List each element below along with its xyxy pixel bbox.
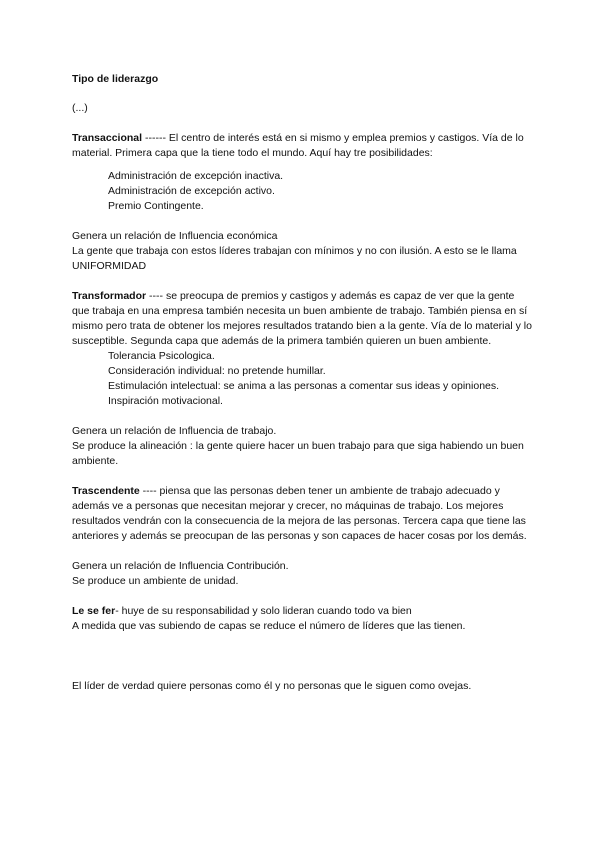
trascendente-term: Trascendente (72, 485, 140, 497)
transaccional-list (72, 169, 532, 214)
trascendente-paragraph (72, 484, 532, 544)
list-item: Inspiración motivacional. (108, 395, 223, 407)
list-item: Administración de excepción activo. (108, 185, 275, 197)
transaccional-paragraph (72, 131, 532, 161)
document-content (72, 72, 532, 694)
transformador-list (72, 349, 532, 409)
trascendente-influence: Genera un relación de Influencia Contribución. (72, 560, 289, 572)
document-title: Tipo de liderazgo (72, 73, 159, 85)
trascendente-unidad: Se produce un ambiente de unidad. (72, 575, 239, 587)
transformador-dash: ---- (146, 290, 166, 302)
closing-statement: El líder de verdad quiere personas como él y no personas que le siguen como ovejas. (72, 680, 472, 692)
trascendente-text: piensa que las personas deben tener un ambiente de trabajo adecuado y además ve a personas que necesitan mejorar y crecer, no máquinas de trabajo. Los mejores resultados vendrán con la consecuencia de la mejora de las personas. Tercera capa que tiene las anteriores y además se preocupan de las personas y son capaces de hacer cosas por los demás. (72, 485, 527, 542)
transformador-paragraph (72, 289, 532, 349)
lesefer-capas: A medida que vas subiendo de capas se reduce el número de líderes que las tienen. (72, 620, 466, 632)
transaccional-dash: ------ (142, 132, 169, 144)
trascendente-dash: ---- (139, 485, 160, 497)
transaccional-uniformidad: La gente que trabaja con estos líderes trabajan con mínimos y no con ilusión. A esto se le llama UNIFORMIDAD (72, 245, 517, 272)
transaccional-term: Transaccional (72, 132, 143, 144)
transaccional-text: El centro de interés está en si mismo y emplea premios y castigos. Vía de lo material. Primera capa que la tiene todo el mundo. Aquí hay tre posibilidades: (72, 132, 524, 159)
list-item: Premio Contingente. (108, 200, 204, 212)
list-item: Tolerancia Psicologica. (108, 350, 215, 362)
lesefer-paragraph (72, 604, 532, 619)
lesefer-text: - huye de su responsabilidad y solo lideran cuando todo va bien (115, 605, 412, 617)
transformador-text: se preocupa de premios y castigos y además es capaz de ver que la gente que trabaja en una empresa también necesita un buen ambiente de trabajo. También piensa en sí mismo pero trata de obtener los mejores resultados tratando bien a la gente. Vía de lo material y lo susceptible. Segunda capa que además de la primera también quieren un buen ambiente. (72, 290, 532, 347)
list-item: Administración de excepción inactiva. (108, 170, 284, 182)
list-item: Consideración individual: no pretende humillar. (108, 365, 326, 377)
transformador-influence: Genera un relación de Influencia de trabajo. (72, 425, 277, 437)
transformador-alineacion: Se produce la alineación : la gente quiere hacer un buen trabajo para que siga habiendo un buen ambiente. (72, 440, 524, 467)
transformador-term: Transformador (72, 290, 147, 302)
lesefer-term: Le se fer (72, 605, 116, 617)
ellipsis-text: (...) (72, 102, 88, 114)
transaccional-influence: Genera un relación de Influencia económica (72, 230, 278, 242)
list-item: Estimulación intelectual: se anima a las personas a comentar sus ideas y opiniones. (108, 380, 500, 392)
